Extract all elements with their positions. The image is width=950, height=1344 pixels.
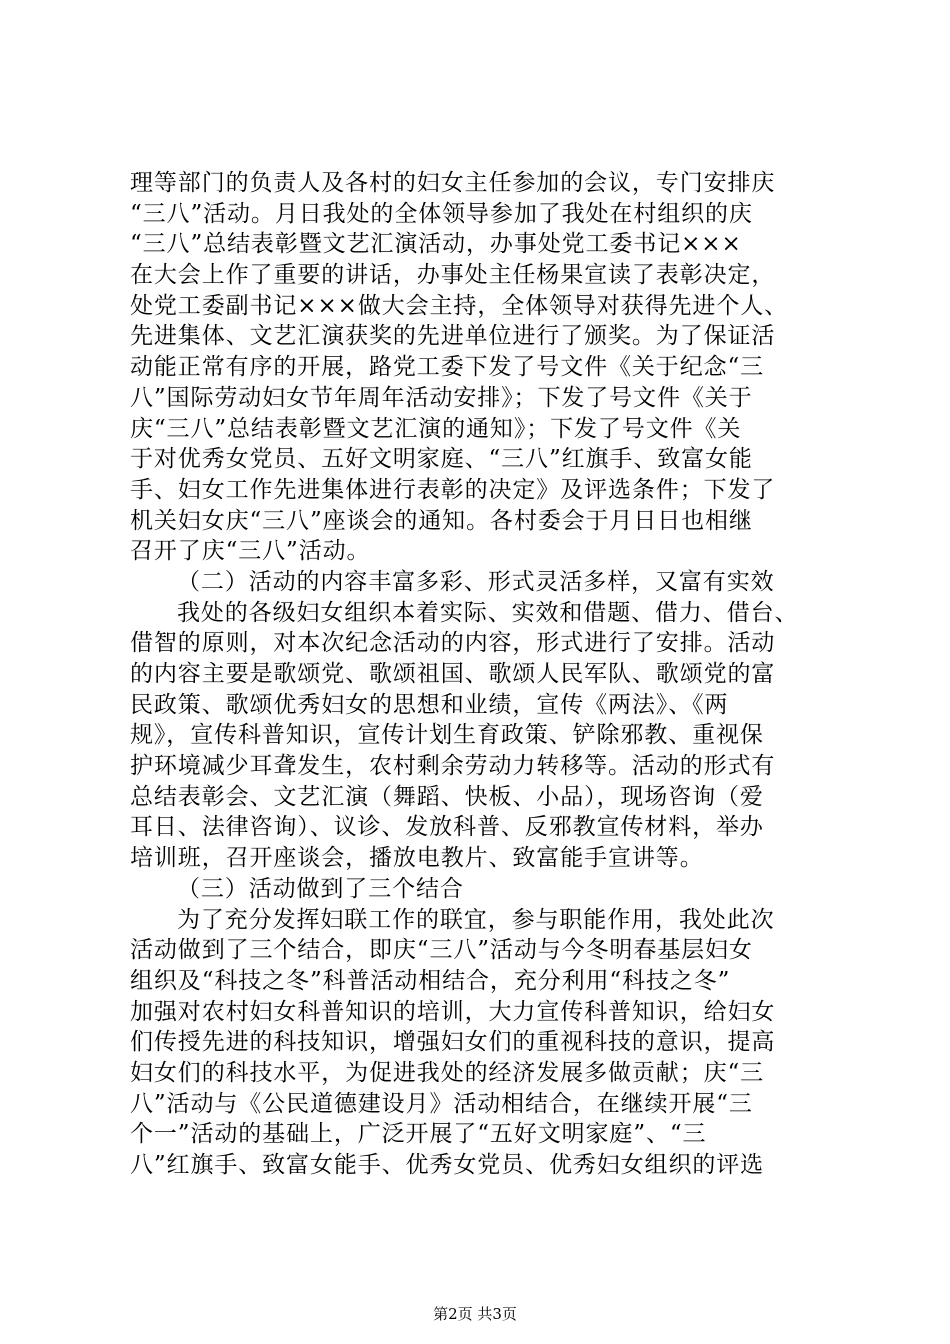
section-heading: （二）活动的内容丰富多彩、形式灵活多样，又富有实效	[177, 568, 775, 595]
paragraph-line: 借智的原则，对本次纪念活动的内容，形式进行了安排。活动	[130, 630, 776, 657]
paragraph-line: 的内容主要是歌颂党、歌颂祖国、歌颂人民军队、歌颂党的富	[130, 661, 776, 687]
paragraph-line: 八”国际劳动妇女节年周年活动安排》；下发了号文件《关于	[130, 384, 753, 411]
paragraph-line: 护环境减少耳聋发生，农村剩余劳动力转移等。活动的形式有	[130, 753, 776, 780]
paragraph-line: 机关妇女庆“三八”座谈会的通知。各村委会于月日日也相继	[130, 507, 753, 534]
section-heading: （三）活动做到了三个结合	[177, 875, 464, 902]
paragraph-line: 先进集体、文艺汇演获奖的先进单位进行了颁奖。为了保证活	[130, 323, 776, 350]
paragraph-line: 八”活动与《公民道德建设月》活动相结合，在继续开展“三	[130, 1090, 753, 1117]
paragraph-line: 总结表彰会、文艺汇演（舞蹈、快板、小品），现场咨询（爱	[130, 783, 764, 810]
paragraph-line: 为了充分发挥妇联工作的联宜，参与职能作用，我处此次	[177, 906, 775, 933]
paragraph-line: 处党工委副书记×××做大会主持，全体领导对获得先进个人、	[130, 292, 789, 319]
paragraph-line: 们传授先进的科技知识，增强妇女们的重视科技的意识，提高	[130, 1029, 776, 1056]
paragraph-line: “三八”总结表彰暨文艺汇演活动，办事处党工委书记×××	[130, 231, 742, 258]
paragraph-line: 八”红旗手、致富女能手、优秀女党员、优秀妇女组织的评选	[130, 1152, 765, 1178]
paragraph-line: 妇女们的科技水平，为促进我处的经济发展多做贡献；庆“三	[130, 1059, 765, 1086]
page-number-footer: 第2页 共3页	[433, 1305, 517, 1323]
paragraph-line: 召开了庆“三八”活动。	[130, 538, 371, 565]
paragraph-line: 动能正常有序的开展，路党工委下发了号文件《关于纪念“三	[130, 354, 765, 381]
paragraph-line: 活动做到了三个结合，即庆“三八”活动与今冬明春基层妇女	[130, 937, 753, 964]
paragraph-line: 我处的各级妇女组织本着实际、实效和借题、借力、借台、	[177, 599, 799, 626]
paragraph-line: 庆“三八”总结表彰暨文艺汇演的通知》；下发了号文件《关	[130, 415, 742, 442]
paragraph-line: 个一”活动的基础上，广泛开展了“五好文明家庭”、“三	[130, 1121, 707, 1148]
body-text	[130, 168, 830, 1181]
paragraph-line: 规》，宣传科普知识，宣传计划生育政策、铲除邪教、重视保	[130, 722, 764, 749]
paragraph-line: 耳日、法律咨询）、议诊、发放科普、反邪教宣传材料，举办	[130, 814, 764, 841]
paragraph-line: 在大会上作了重要的讲话，办事处主任杨果宣读了表彰决定，	[130, 262, 776, 289]
paragraph-line: 手、妇女工作先进集体进行表彰的决定》及评选条件；下发了	[130, 476, 776, 503]
paragraph-line: 民政策、歌颂优秀妇女的思想和业绩，宣传《两法》、《两	[130, 691, 729, 718]
paragraph-line: 培训班，召开座谈会，播放电教片、致富能手宣讲等。	[130, 845, 704, 872]
paragraph-line: 加强对农村妇女科普知识的培训，大力宣传科普知识，给妇女	[130, 998, 776, 1025]
paragraph-line: 理等部门的负责人及各村的妇女主任参加的会议，专门安排庆	[130, 170, 776, 196]
paragraph-line: 于对优秀女党员、五好文明家庭、“三八”红旗手、致富女能	[130, 446, 753, 473]
paragraph-line: 组织及“科技之冬”科普活动相结合，充分利用“科技之冬”	[130, 967, 731, 994]
paragraph-line: “三八”活动。月日我处的全体领导参加了我处在村组织的庆	[130, 200, 753, 227]
